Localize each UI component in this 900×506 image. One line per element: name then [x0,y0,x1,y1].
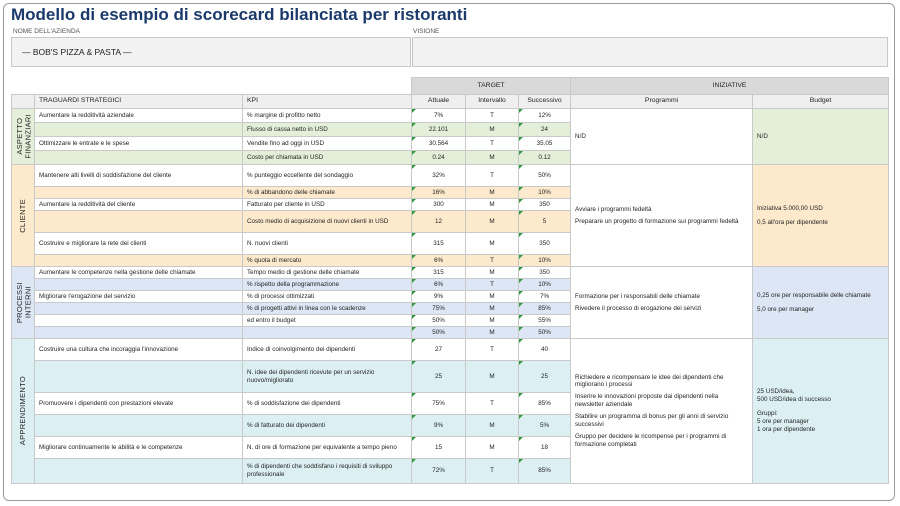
current-cell[interactable]: 50% [412,315,466,327]
current-cell[interactable]: 9% [412,415,466,437]
budget-item: Iniziativa 5.000,00 USD [757,204,823,212]
current-cell[interactable]: 75% [412,303,466,315]
kpi-cell: % di processi ottimizzati [243,291,412,303]
success-cell[interactable]: 35.05 [519,137,571,151]
success-cell[interactable]: 55% [519,315,571,327]
current-cell[interactable]: 12 [412,211,466,233]
header-spacer [12,78,412,95]
interval-cell[interactable]: M [466,123,519,137]
interval-cell[interactable]: M [466,187,519,199]
current-cell[interactable]: 75% [412,393,466,415]
interval-cell[interactable]: T [466,459,519,484]
kpi-cell: Fatturato per cliente in USD [243,199,412,211]
success-cell[interactable]: 85% [519,303,571,315]
header-category [12,95,35,109]
budget-item: 0,25 ore per responsabile delle chiamate [757,291,871,299]
kpi-cell: % rispetto della programmazione [243,279,412,291]
interval-cell[interactable]: T [466,255,519,267]
success-cell[interactable]: 5% [519,415,571,437]
budget-item: 5,0 ore per manager [757,305,815,313]
interval-cell[interactable]: T [466,279,519,291]
goal-cell [35,327,243,339]
current-cell[interactable]: 6% [412,279,466,291]
interval-cell[interactable]: M [466,415,519,437]
current-cell[interactable]: 315 [412,233,466,255]
program-item: Richiedere e ricompensare le idee dei dipendenti che migliorano i processi [575,373,724,389]
current-cell[interactable]: 50% [412,327,466,339]
program-item: Avviare i programmi fedeltà [575,205,652,213]
program-item: Rivedere il processo di erogazione dei servizi [575,304,702,312]
success-cell[interactable]: 24 [519,123,571,137]
goal-cell [35,151,243,165]
kpi-cell: Vendite fino ad oggi in USD [243,137,412,151]
interval-cell[interactable]: M [466,437,519,459]
company-name: — BOB'S PIZZA & PASTA — [22,47,132,57]
budget-cell [753,267,889,339]
current-cell[interactable]: 72% [412,459,466,484]
kpi-cell: % di dipendenti che soddisfano i requisiti di sviluppo professionale [243,459,412,484]
success-cell[interactable]: 350 [519,199,571,211]
success-cell[interactable]: 40 [519,339,571,361]
budget-cell [753,339,889,484]
interval-cell[interactable]: M [466,361,519,393]
kpi-cell [243,327,412,339]
current-cell[interactable]: 15 [412,437,466,459]
goal-cell: Migliorare l'erogazione del servizio [35,291,243,303]
current-cell[interactable]: 27 [412,339,466,361]
header-kpi: KPI [243,95,412,109]
interval-cell[interactable]: M [466,211,519,233]
kpi-cell: Flusso di cassa netto in USD [243,123,412,137]
category-label: PROCESSI INTERNI [15,281,33,324]
current-cell[interactable]: 7% [412,109,466,123]
current-cell[interactable]: 30.564 [412,137,466,151]
programs-cell [571,339,753,484]
category-cell [12,267,35,339]
interval-cell[interactable]: M [466,199,519,211]
scorecard-table [11,77,889,484]
current-cell[interactable]: 22.101 [412,123,466,137]
success-cell[interactable]: 10% [519,187,571,199]
current-cell[interactable]: 32% [412,165,466,187]
success-cell[interactable]: 25 [519,361,571,393]
goal-cell [35,415,243,437]
interval-cell[interactable]: M [466,315,519,327]
goal-cell: Migliorare continuamente le abilità e le competenze [35,437,243,459]
kpi-cell: % di abbandono delle chiamate [243,187,412,199]
goal-cell: Promuovere i dipendenti con prestazioni elevate [35,393,243,415]
interval-cell[interactable]: M [466,233,519,255]
current-cell[interactable]: 315 [412,267,466,279]
goal-cell: Aumentare le competenze nella gestione delle chiamate [35,267,243,279]
success-cell[interactable]: 10% [519,255,571,267]
kpi-cell: Costo medio di acquisizione di nuovi clienti in USD [243,211,412,233]
header-interval: Intervallo [466,95,519,109]
program-item: Stabilire un programma di bonus per gli anni di servizio successivi [575,413,729,428]
goal-cell [35,315,243,327]
budget-cell [753,165,889,267]
goal-cell [35,303,243,315]
current-cell[interactable]: 0.24 [412,151,466,165]
interval-cell[interactable]: M [466,291,519,303]
program-item: Formazione per i responsabili delle chiamate [575,292,700,300]
success-cell[interactable]: 18 [519,437,571,459]
goal-cell [35,255,243,267]
goal-cell [35,279,243,291]
current-cell[interactable]: 300 [412,199,466,211]
category-cell [12,339,35,484]
category-label: APPRENDIMENTO [17,376,27,446]
category-cell [12,165,35,267]
goal-cell: Costruire e migliorare la rete dei clienti [35,233,243,255]
kpi-cell: Indice di coinvolgimento dei dipendenti [243,339,412,361]
interval-cell[interactable]: T [466,137,519,151]
vision-field[interactable] [412,37,888,67]
goal-cell [35,361,243,393]
kpi-cell: N. di ore di formazione per equivalente a tempo pieno [243,437,412,459]
kpi-cell: % margine di profitto netto [243,109,412,123]
success-cell[interactable]: 10% [519,279,571,291]
goal-cell [35,123,243,137]
company-label: NOME DELL'AZIENDA [13,28,80,35]
success-cell[interactable]: 350 [519,233,571,255]
goal-cell [35,211,243,233]
success-cell[interactable]: 50% [519,327,571,339]
budget-item: 25 USD/idea, 500 USD/idea di successo [757,388,831,404]
interval-cell[interactable]: M [466,303,519,315]
goal-cell: Aumentare la redditività aziendale [35,109,243,123]
vision-label: VISIONE [413,28,440,35]
budget-item: 0,5 all'ora per dipendente [757,218,828,226]
interval-cell[interactable]: T [466,339,519,361]
interval-cell[interactable]: M [466,267,519,279]
goal-cell [35,187,243,199]
success-cell[interactable]: 12% [519,109,571,123]
budget-item: Gruppi: 5 ore per manager 1 ora per dipendente [757,410,816,433]
kpi-cell: % di progetti attivi in linea con le scadenze [243,303,412,315]
category-label: CLIENTE [17,198,27,233]
interval-cell[interactable]: T [466,109,519,123]
budget-item: N/D [757,132,768,140]
current-cell[interactable]: 9% [412,291,466,303]
kpi-cell: N. nuovi clienti [243,233,412,255]
success-cell[interactable]: 350 [519,267,571,279]
programs-cell [571,267,753,339]
header-programs: Programmi [571,95,753,109]
interval-cell[interactable]: M [466,151,519,165]
category-cell [12,109,35,165]
goal-cell: Mantenere alti livelli di soddisfazione del cliente [35,165,243,187]
header-success: Successivo [519,95,571,109]
success-cell[interactable]: 7% [519,291,571,303]
program-item: Preparare un progetto di formazione sui programmi fedeltà [575,217,739,225]
program-item: Gruppo per decidere le ricompense per i programmi di formazione completati [575,432,727,448]
interval-cell[interactable]: T [466,165,519,187]
category-label: ASPETTO FINANZIARI [15,114,33,159]
goal-cell: Ottimizzare le entrate e le spese [35,137,243,151]
kpi-cell: % di fatturato dei dipendenti [243,415,412,437]
success-cell[interactable]: 5 [519,211,571,233]
current-cell[interactable]: 6% [412,255,466,267]
kpi-cell: % punteggio eccellente del sondaggio [243,165,412,187]
goal-cell: Aumentare la redditività del cliente [35,199,243,211]
header-budget: Budget [753,95,889,109]
interval-cell[interactable]: M [466,327,519,339]
success-cell[interactable]: 50% [519,165,571,187]
header-goals: TRAGUARDI STRATEGICI [35,95,243,109]
kpi-cell: % quota di mercato [243,255,412,267]
kpi-cell: Costo per chiamata in USD [243,151,412,165]
kpi-cell: N. idee dei dipendenti ricevute per un servizio nuovo/migliorato [243,361,412,393]
program-item: N/D [575,132,586,140]
success-cell[interactable]: 85% [519,393,571,415]
header-target: TARGET [412,78,571,95]
success-cell[interactable]: 85% [519,459,571,484]
goal-cell: Costruire una cultura che incoraggia l'innovazione [35,339,243,361]
current-cell[interactable]: 25 [412,361,466,393]
budget-cell [753,109,889,165]
header-current: Attuale [412,95,466,109]
programs-cell [571,165,753,267]
company-name-field[interactable] [11,37,411,67]
success-cell[interactable]: 0.12 [519,151,571,165]
program-item: Inserire le innovazioni proposte dai dipendenti nella newsletter aziendale [575,393,719,409]
current-cell[interactable]: 16% [412,187,466,199]
goal-cell [35,459,243,484]
interval-cell[interactable]: T [466,393,519,415]
header-initiatives: INIZIATIVE [571,78,889,95]
kpi-cell: Tempo medio di gestione delle chiamate [243,267,412,279]
page-title: Modello di esempio di scorecard bilanciata per ristoranti [11,5,468,24]
programs-cell [571,109,753,165]
kpi-cell: % di soddisfazione dei dipendenti [243,393,412,415]
kpi-cell: ed entro il budget [243,315,412,327]
